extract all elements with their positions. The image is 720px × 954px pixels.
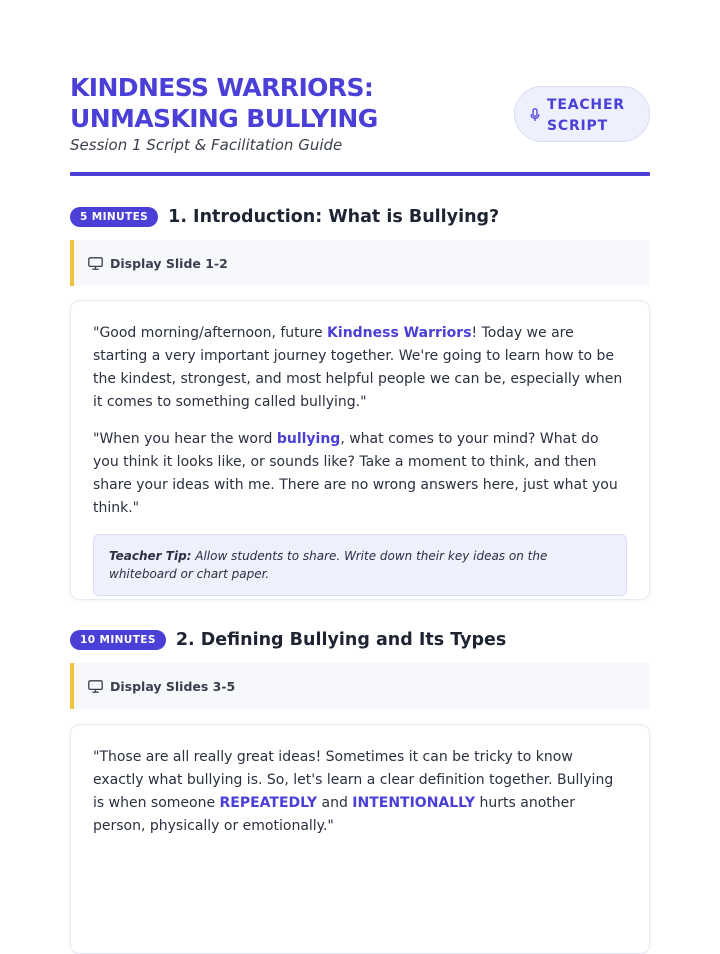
section-1-script-card xyxy=(70,300,650,600)
section-1-paragraph-1 xyxy=(93,322,627,414)
page-title xyxy=(70,72,490,134)
s2-p1-text-b: hurts another person, physically or emotionally." xyxy=(93,795,576,834)
s1-p2-text-a: "When you hear the word xyxy=(93,431,277,447)
s1-p1-highlight: Kindness Warriors xyxy=(327,325,472,341)
section-1-header xyxy=(70,205,499,229)
section-1-slide-note xyxy=(70,240,650,286)
s1-p1-text-a: "Good morning/afternoon, future xyxy=(93,325,328,341)
teacher-tip-text: Allow students to share. Write down their key ideas on the whiteboard or chart paper. xyxy=(109,549,548,581)
header xyxy=(70,70,650,176)
badge-line-1: TEACHER xyxy=(547,97,625,113)
section-2-slide-note xyxy=(70,663,650,709)
badge-line-2: SCRIPT xyxy=(547,118,608,134)
badge-label xyxy=(547,95,637,137)
section-2-title: 2. Defining Bullying and Its Types xyxy=(175,630,507,650)
s2-p1-text-a: "Those are all really great ideas! Sometimes it can be tricky to know exactly what bullying is. So, let's learn a clear definition together. Bullying is when someone xyxy=(93,749,614,811)
microphone-icon xyxy=(530,108,540,122)
section-1-paragraph-2 xyxy=(93,428,627,520)
s2-p1-highlight-2: INTENTIONALLY xyxy=(352,795,476,811)
s2-p1-text-mid: and xyxy=(317,795,353,811)
section-2-header xyxy=(70,628,506,652)
section-2-script-card xyxy=(70,724,650,954)
section-2-duration-pill: 10 MINUTES xyxy=(70,630,166,650)
section-2-paragraph-1 xyxy=(93,746,627,838)
teacher-tip-label: Teacher Tip: xyxy=(109,549,192,563)
s2-p1-highlight-1: REPEATEDLY xyxy=(219,795,318,811)
teacher-tip-box xyxy=(93,534,627,596)
title-line-1: KINDNESS WARRIORS: xyxy=(70,73,374,102)
monitor-icon xyxy=(88,680,103,693)
section-2-slide-label: Display Slides 3-5 xyxy=(110,678,236,694)
page-subtitle: Session 1 Script & Facilitation Guide xyxy=(70,136,343,154)
title-line-2: UNMASKING BULLYING xyxy=(70,104,378,133)
s1-p1-text-b: ! Today we are starting a very important journey together. We're going to learn how to be the kindest, strongest, and most helpful people we can be, especially when it comes to something called bullying." xyxy=(93,325,623,410)
section-1-title: 1. Introduction: What is Bullying? xyxy=(168,207,500,227)
section-1-slide-label: Display Slide 1-2 xyxy=(110,255,228,271)
header-divider xyxy=(70,172,650,176)
teacher-script-badge xyxy=(514,86,650,142)
s1-p2-text-b: , what comes to your mind? What do you think it looks like, or sounds like? Take a moment to think, and then share your ideas with me. There are no wrong answers here, just what you think." xyxy=(93,431,618,516)
section-1-duration-pill: 5 MINUTES xyxy=(70,207,158,227)
s1-p2-highlight: bullying xyxy=(276,431,341,447)
monitor-icon xyxy=(88,257,103,270)
